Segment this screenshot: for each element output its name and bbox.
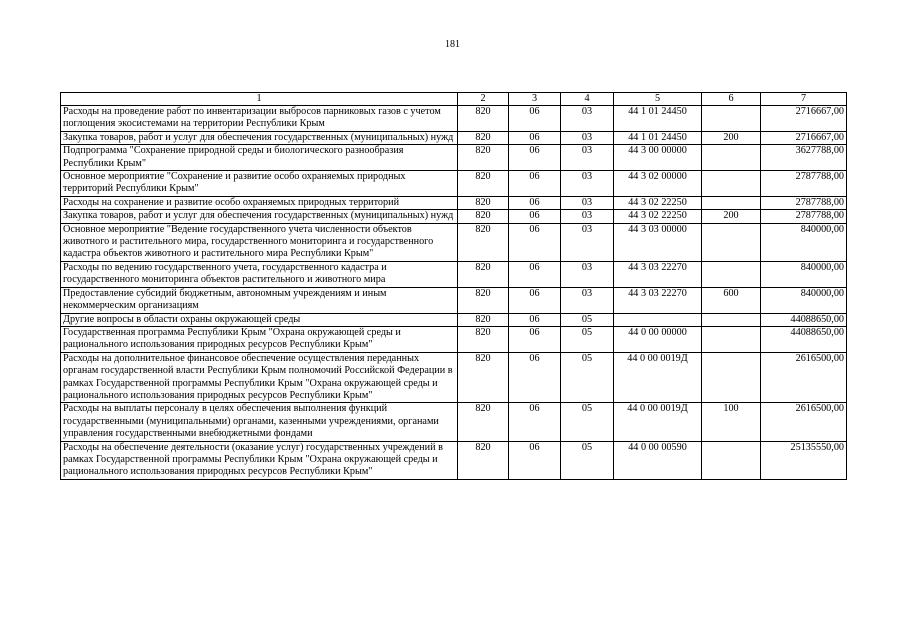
table-row	[61, 223, 847, 261]
row-subsection-cell: 03	[561, 106, 614, 132]
row-name-cell: Предоставление субсидий бюджетным, автономным учреждениям и иным некоммерческим организациям	[61, 287, 458, 313]
table-row	[61, 131, 847, 144]
row-subsection-cell: 03	[561, 145, 614, 171]
table-row	[61, 106, 847, 132]
row-target-article-cell: 44 3 03 22270	[614, 261, 702, 287]
row-code-cell: 820	[458, 223, 509, 261]
table-row	[61, 210, 847, 223]
row-amount-cell: 2787788,00	[761, 171, 847, 197]
row-name-cell: Основное мероприятие "Ведение государственного учета численности объектов животного и растительного мира, государственного мониторинга и государственного кадастра объектов животного и растительного мира Республики Крым"	[61, 223, 458, 261]
row-target-article-cell	[614, 313, 702, 326]
row-expense-type-cell	[702, 196, 761, 209]
row-name-cell: Государственная программа Республики Крым "Охрана окружающей среды и рационального использования природных ресурсов Республики Крым"	[61, 326, 458, 352]
row-code-cell: 820	[458, 210, 509, 223]
row-target-article-cell: 44 3 02 22250	[614, 210, 702, 223]
row-subsection-cell: 03	[561, 287, 614, 313]
row-expense-type-cell	[702, 223, 761, 261]
budget-table	[60, 92, 847, 480]
row-amount-cell: 840000,00	[761, 287, 847, 313]
row-section-cell: 06	[509, 403, 561, 441]
table-header-row	[61, 93, 847, 106]
row-section-cell: 06	[509, 171, 561, 197]
row-target-article-cell: 44 3 02 22250	[614, 196, 702, 209]
table-row	[61, 171, 847, 197]
table-row	[61, 145, 847, 171]
row-code-cell: 820	[458, 145, 509, 171]
row-amount-cell: 840000,00	[761, 261, 847, 287]
column-header: 2	[458, 93, 509, 106]
row-name-cell: Расходы на выплаты персоналу в целях обеспечения выполнения функций государственными (муниципальными) органами, казенными учреждениями, органами управления государственными внебюджетными фондами	[61, 403, 458, 441]
row-subsection-cell: 03	[561, 171, 614, 197]
table-body	[61, 106, 847, 480]
row-subsection-cell: 03	[561, 223, 614, 261]
table-row	[61, 287, 847, 313]
row-subsection-cell: 05	[561, 313, 614, 326]
row-code-cell: 820	[458, 171, 509, 197]
row-subsection-cell: 03	[561, 196, 614, 209]
row-amount-cell: 2616500,00	[761, 352, 847, 403]
row-amount-cell: 3627788,00	[761, 145, 847, 171]
row-expense-type-cell	[702, 313, 761, 326]
row-name-cell: Основное мероприятие "Сохранение и развитие особо охраняемых природных территорий Республики Крым"	[61, 171, 458, 197]
row-expense-type-cell	[702, 261, 761, 287]
row-code-cell: 820	[458, 313, 509, 326]
row-code-cell: 820	[458, 403, 509, 441]
row-amount-cell: 2716667,00	[761, 106, 847, 132]
row-amount-cell: 2616500,00	[761, 403, 847, 441]
row-section-cell: 06	[509, 441, 561, 479]
row-section-cell: 06	[509, 210, 561, 223]
row-name-cell: Подпрограмма "Сохранение природной среды и биологического разнообразия Республики Крым"	[61, 145, 458, 171]
row-target-article-cell: 44 0 00 00000	[614, 326, 702, 352]
row-amount-cell: 2787788,00	[761, 196, 847, 209]
row-section-cell: 06	[509, 313, 561, 326]
row-subsection-cell: 05	[561, 403, 614, 441]
row-amount-cell: 2716667,00	[761, 131, 847, 144]
row-target-article-cell: 44 0 00 0019Д	[614, 403, 702, 441]
table-row	[61, 261, 847, 287]
row-section-cell: 06	[509, 131, 561, 144]
row-section-cell: 06	[509, 223, 561, 261]
row-name-cell: Закупка товаров, работ и услуг для обеспечения государственных (муниципальных) нужд	[61, 210, 458, 223]
row-expense-type-cell	[702, 441, 761, 479]
column-header: 3	[509, 93, 561, 106]
row-expense-type-cell	[702, 171, 761, 197]
row-name-cell: Расходы на сохранение и развитие особо охраняемых природных территорий	[61, 196, 458, 209]
row-code-cell: 820	[458, 196, 509, 209]
column-header: 1	[61, 93, 458, 106]
row-name-cell: Расходы на проведение работ по инвентаризации выбросов парниковых газов с учетом поглощения экосистемами на территории Республики Крым	[61, 106, 458, 132]
row-target-article-cell: 44 3 00 00000	[614, 145, 702, 171]
row-amount-cell: 44088650,00	[761, 313, 847, 326]
row-section-cell: 06	[509, 352, 561, 403]
row-expense-type-cell: 100	[702, 403, 761, 441]
row-code-cell: 820	[458, 441, 509, 479]
row-subsection-cell: 05	[561, 441, 614, 479]
row-code-cell: 820	[458, 287, 509, 313]
row-target-article-cell: 44 1 01 24450	[614, 106, 702, 132]
row-code-cell: 820	[458, 326, 509, 352]
table-row	[61, 403, 847, 441]
row-target-article-cell: 44 3 02 00000	[614, 171, 702, 197]
row-name-cell: Расходы на обеспечение деятельности (оказание услуг) государственных учреждений в рамках Государственной программы Республики Крым "Охрана окружающей среды и рационального использования природных ресурсов Республики Крым"	[61, 441, 458, 479]
table-row	[61, 352, 847, 403]
row-amount-cell: 2787788,00	[761, 210, 847, 223]
row-expense-type-cell	[702, 106, 761, 132]
row-name-cell: Закупка товаров, работ и услуг для обеспечения государственных (муниципальных) нужд	[61, 131, 458, 144]
column-header: 6	[702, 93, 761, 106]
row-expense-type-cell: 600	[702, 287, 761, 313]
row-target-article-cell: 44 0 00 00590	[614, 441, 702, 479]
row-expense-type-cell	[702, 352, 761, 403]
row-target-article-cell: 44 3 03 22270	[614, 287, 702, 313]
table-row	[61, 313, 847, 326]
row-amount-cell: 44088650,00	[761, 326, 847, 352]
row-expense-type-cell	[702, 326, 761, 352]
row-section-cell: 06	[509, 261, 561, 287]
row-section-cell: 06	[509, 145, 561, 171]
row-code-cell: 820	[458, 352, 509, 403]
row-subsection-cell: 03	[561, 261, 614, 287]
table-row	[61, 441, 847, 479]
column-header: 7	[761, 93, 847, 106]
page-number: 181	[445, 39, 460, 50]
row-section-cell: 06	[509, 287, 561, 313]
row-amount-cell: 840000,00	[761, 223, 847, 261]
row-name-cell: Расходы на дополнительное финансовое обеспечение осуществления переданных органам государственной власти Республики Крым полномочий Российской Федерации в рамках Государственной программы Республики Крым "Охрана окружающей среды и рационального использования природных ресурсов Республики Крым"	[61, 352, 458, 403]
column-header: 5	[614, 93, 702, 106]
row-code-cell: 820	[458, 261, 509, 287]
row-name-cell: Расходы по ведению государственного учета, государственного кадастра и государственного мониторинга объектов растительного и животного мира	[61, 261, 458, 287]
row-subsection-cell: 03	[561, 210, 614, 223]
row-subsection-cell: 05	[561, 352, 614, 403]
row-section-cell: 06	[509, 196, 561, 209]
row-code-cell: 820	[458, 106, 509, 132]
row-expense-type-cell: 200	[702, 131, 761, 144]
row-expense-type-cell	[702, 145, 761, 171]
row-name-cell: Другие вопросы в области охраны окружающей среды	[61, 313, 458, 326]
row-target-article-cell: 44 0 00 0019Д	[614, 352, 702, 403]
row-subsection-cell: 05	[561, 326, 614, 352]
row-target-article-cell: 44 1 01 24450	[614, 131, 702, 144]
row-section-cell: 06	[509, 106, 561, 132]
table-row	[61, 326, 847, 352]
column-header: 4	[561, 93, 614, 106]
row-target-article-cell: 44 3 03 00000	[614, 223, 702, 261]
table-row	[61, 196, 847, 209]
row-amount-cell: 25135550,00	[761, 441, 847, 479]
row-subsection-cell: 03	[561, 131, 614, 144]
row-expense-type-cell: 200	[702, 210, 761, 223]
row-section-cell: 06	[509, 326, 561, 352]
row-code-cell: 820	[458, 131, 509, 144]
